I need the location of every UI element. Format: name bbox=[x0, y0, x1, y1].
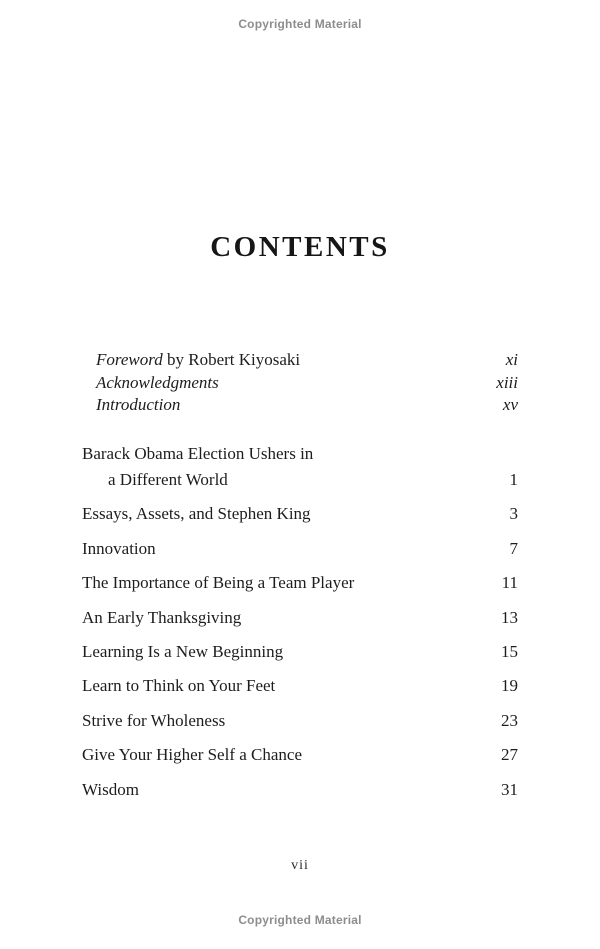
toc-entry-title: Essays, Assets, and Stephen King bbox=[82, 504, 311, 524]
toc-entry-title-line2: a Different World bbox=[108, 470, 228, 489]
toc-entry-page-number: 23 bbox=[501, 710, 518, 730]
copyright-notice-bottom: Copyrighted Material bbox=[238, 913, 362, 927]
folio-page-number: vii bbox=[291, 858, 309, 873]
toc-entry-title-line1: Barack Obama Election Ushers in bbox=[82, 444, 314, 463]
toc-entry-title: Wisdom bbox=[82, 779, 139, 799]
front-matter-page-number: xiii bbox=[496, 372, 518, 392]
toc-entry-page-number: 19 bbox=[501, 676, 518, 696]
front-matter-item bbox=[82, 394, 518, 417]
toc-entry bbox=[82, 708, 518, 734]
toc-entry-title: Learn to Think on Your Feet bbox=[82, 676, 276, 696]
toc-entry-page-number: 7 bbox=[509, 538, 518, 558]
front-matter-page-number: xi bbox=[505, 350, 518, 369]
front-matter-title-italic: Introduction bbox=[96, 395, 181, 414]
toc-entry-title: Strive for Wholeness bbox=[82, 710, 226, 730]
toc-entry-page-number: 15 bbox=[501, 641, 518, 661]
toc-entry bbox=[82, 742, 518, 768]
front-matter-item bbox=[82, 372, 518, 395]
front-matter-title-italic: Acknowledgments bbox=[96, 372, 219, 392]
toc-entry bbox=[82, 501, 518, 527]
front-matter-title bbox=[96, 349, 300, 372]
front-matter-title-roman: by Robert Kiyosaki bbox=[162, 350, 301, 369]
toc-entry-title: Learning Is a New Beginning bbox=[82, 641, 284, 661]
front-matter-title bbox=[96, 394, 180, 417]
toc-entry-page-number: 13 bbox=[501, 607, 518, 627]
copyright-notice-top: Copyrighted Material bbox=[238, 17, 362, 31]
toc-entry-page-number: 1 bbox=[509, 470, 518, 489]
chapter-list bbox=[82, 441, 518, 811]
front-matter-page-number: xv bbox=[502, 395, 518, 414]
toc-entry-title: Give Your Higher Self a Chance bbox=[82, 745, 303, 765]
toc-entry bbox=[82, 536, 518, 562]
toc-entry-page-number: 11 bbox=[501, 573, 518, 593]
toc-entry-title: The Importance of Being a Team Player bbox=[82, 573, 355, 593]
toc-entry-page-number: 31 bbox=[501, 779, 518, 799]
front-matter-title-italic: Foreword bbox=[96, 350, 163, 369]
toc-entry-page-number: 3 bbox=[509, 504, 518, 524]
toc-entry-title: An Early Thanksgiving bbox=[82, 607, 242, 627]
front-matter-list bbox=[82, 349, 518, 417]
toc-entry-page-number: 27 bbox=[501, 745, 518, 765]
toc-entry bbox=[82, 777, 518, 803]
toc-entry bbox=[82, 605, 518, 631]
toc-entry bbox=[82, 441, 518, 493]
toc-entry-title bbox=[82, 441, 500, 493]
contents-title: CONTENTS bbox=[210, 231, 390, 263]
toc-entry bbox=[82, 639, 518, 665]
front-matter-title bbox=[96, 372, 219, 395]
toc-entry-title: Innovation bbox=[82, 538, 156, 558]
toc-entry bbox=[82, 570, 518, 596]
front-matter-item bbox=[82, 349, 518, 372]
toc-entry bbox=[82, 673, 518, 699]
